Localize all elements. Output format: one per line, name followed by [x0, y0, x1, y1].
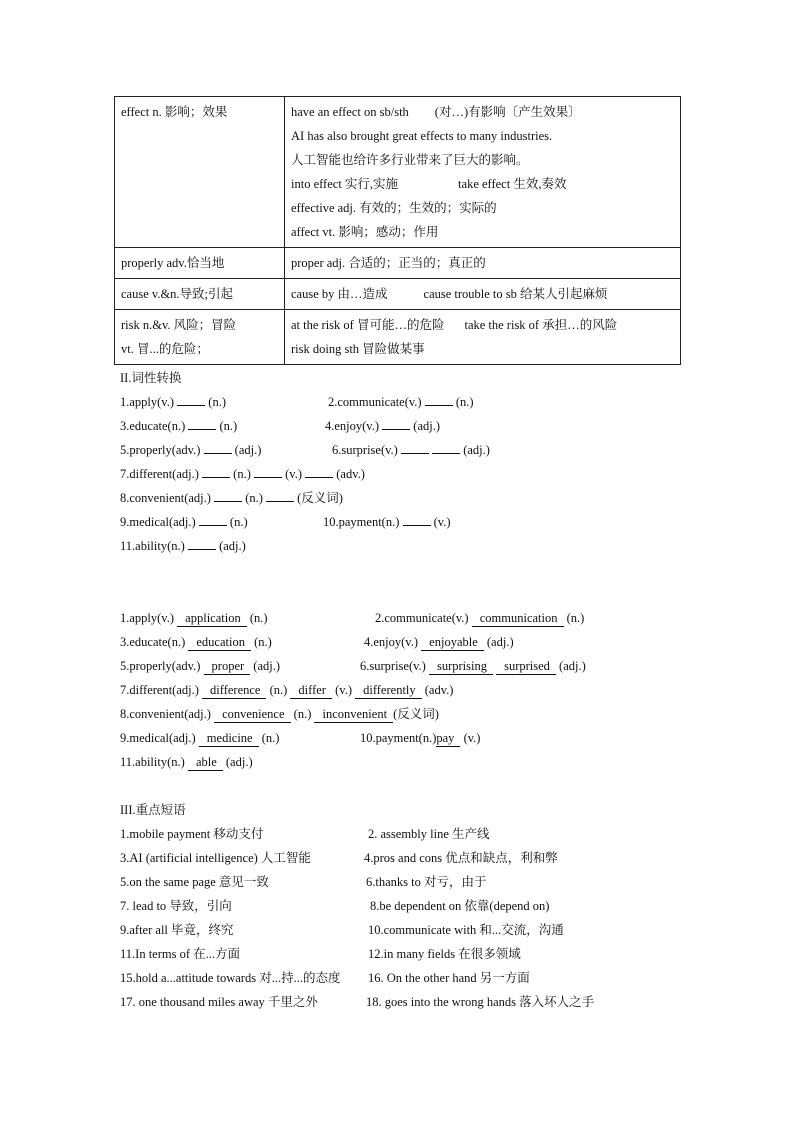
question-text: (n.): [566, 611, 585, 625]
question-text: 8.convenient(adj.): [120, 491, 211, 505]
question-text: (v.): [285, 467, 302, 481]
usage-text: effective adj. 有效的；生效的；实际的: [291, 201, 497, 215]
answer-blank[interactable]: [401, 438, 429, 454]
question-text: 2.communicate(v.): [328, 395, 422, 409]
answer-blank[interactable]: [202, 462, 230, 478]
answer-text: education: [188, 634, 251, 651]
usage-cell: [285, 279, 681, 310]
usage-text: affect vt. 影响；感动；作用: [291, 225, 439, 239]
question-text: 2.communicate(v.): [375, 611, 469, 625]
question-text: (adj.): [559, 659, 586, 673]
word-entry: risk n.&v. 风险；冒险: [121, 318, 237, 332]
usage-cell: [285, 97, 681, 248]
usage-text: at the risk of 冒可能…的危险: [291, 318, 445, 332]
exercise-line: [120, 534, 680, 558]
word-entry: cause v.&n.导致;引起: [121, 287, 234, 301]
question-text: (adj.): [234, 443, 262, 457]
phrase-line: [120, 846, 680, 870]
answer-text: inconvenient: [314, 706, 393, 723]
phrase-text: 4.pros and cons 优点和缺点，利和弊: [364, 851, 558, 865]
answer-text: able: [188, 754, 223, 771]
usage-text: 人工智能也给许多行业带来了巨大的影响。: [291, 153, 529, 167]
question-text: (v.): [433, 515, 451, 529]
exercise-line: [120, 462, 680, 486]
question-text: (n.): [261, 731, 280, 745]
question-text: (v.): [335, 683, 352, 697]
table-row: [115, 279, 681, 310]
question-text: (adv.): [424, 683, 454, 697]
question-text: 11.ability(n.): [120, 539, 185, 553]
answer-blank[interactable]: [432, 438, 460, 454]
answer-text: medicine: [199, 730, 259, 747]
question-text: (n.): [219, 419, 238, 433]
answer-blank[interactable]: [188, 414, 216, 430]
question-text: 9.medical(adj.): [120, 515, 196, 529]
phrase-text: 1.mobile payment 移动支付: [120, 827, 264, 841]
answer-text: pay: [436, 730, 460, 747]
answer-blank[interactable]: [403, 510, 431, 526]
exercise-line: [120, 414, 680, 438]
answer-blank[interactable]: [204, 438, 232, 454]
answer-line: [120, 630, 680, 654]
question-text: 10.payment(n.): [360, 731, 437, 745]
phrase-line: [120, 918, 680, 942]
phrase-text: 10.communicate with 和...交流，沟通: [368, 923, 564, 937]
usage-text: have an effect on sb/sth: [291, 105, 409, 119]
question-text: 8.convenient(adj.): [120, 707, 211, 721]
question-text: (v.): [463, 731, 481, 745]
usage-text: cause trouble to sb 给某人引起麻烦: [423, 287, 608, 301]
answer-line: [120, 678, 680, 702]
answer-blank[interactable]: [254, 462, 282, 478]
exercise-line: [120, 510, 680, 534]
phrase-text: 16. On the other hand 另一方面: [368, 971, 530, 985]
key-phrases: [120, 798, 680, 1014]
phrase-line: [120, 942, 680, 966]
usage-text: proper adj. 合适的；正当的；真正的: [291, 256, 486, 270]
usage-cell: [285, 248, 681, 279]
answer-text: enjoyable: [421, 634, 484, 651]
phrase-text: 18. goes into the wrong hands 落入坏人之手: [366, 995, 595, 1009]
usage-text: risk doing sth 冒险做某事: [291, 342, 425, 356]
answer-blank[interactable]: [177, 390, 205, 406]
answer-key: [120, 606, 680, 774]
answer-line: [120, 702, 680, 726]
question-text: 5.properly(adv.): [120, 443, 201, 457]
question-text: (n.): [233, 467, 251, 481]
word-form-exercise: [120, 366, 680, 558]
phrase-text: 17. one thousand miles away 千里之外: [120, 995, 318, 1009]
phrase-text: 9.after all 毕竟，终究: [120, 923, 234, 937]
question-text: 7.different(adj.): [120, 467, 199, 481]
answer-blank[interactable]: [214, 486, 242, 502]
exercise-line: [120, 390, 680, 414]
question-text: 7.different(adj.): [120, 683, 199, 697]
answer-blank[interactable]: [425, 390, 453, 406]
phrase-text: 6.thanks to 对亏，由于: [366, 875, 487, 889]
phrase-text: 7. lead to 导致，引向: [120, 899, 232, 913]
answer-line: [120, 726, 680, 750]
usage-cell: [285, 310, 681, 365]
usage-text: cause by 由…造成: [291, 287, 388, 301]
question-text: 1.apply(v.): [120, 611, 175, 625]
question-text: 6.surprise(v.): [360, 659, 426, 673]
phrase-text: 5.on the same page 意见一致: [120, 875, 269, 889]
answer-text: surprising: [429, 658, 493, 675]
question-text: (n.): [229, 515, 248, 529]
usage-text: into effect 实行,实施: [291, 177, 399, 191]
answer-text: surprised: [496, 658, 556, 675]
answer-text: communication: [472, 610, 564, 627]
answer-line: [120, 750, 680, 774]
question-text: (adj.): [225, 755, 253, 769]
section-title: II.词性转换: [120, 371, 182, 385]
question-text: 9.medical(adj.): [120, 731, 196, 745]
question-text: (adj.): [486, 635, 514, 649]
answer-line: [120, 654, 680, 678]
question-text: (反义词): [393, 707, 439, 721]
vocabulary-table: [114, 96, 681, 365]
question-text: 6.surprise(v.): [332, 443, 398, 457]
answer-line: [120, 606, 680, 630]
question-text: 5.properly(adv.): [120, 659, 201, 673]
answer-blank[interactable]: [305, 462, 333, 478]
answer-text: proper: [204, 658, 251, 675]
answer-text: differ: [290, 682, 332, 699]
question-text: 11.ability(n.): [120, 755, 185, 769]
question-text: (n.): [455, 395, 474, 409]
question-text: 4.enjoy(v.): [364, 635, 419, 649]
answer-blank[interactable]: [266, 486, 294, 502]
table-row: [115, 97, 681, 248]
phrase-line: [120, 966, 680, 990]
table-row: [115, 248, 681, 279]
question-text: 1.apply(v.): [120, 395, 175, 409]
question-text: (adj.): [463, 443, 490, 457]
answer-text: convenience: [214, 706, 290, 723]
table-row: [115, 310, 681, 365]
word-entry: properly adv.恰当地: [121, 256, 225, 270]
phrase-text: 3.AI (artificial intelligence) 人工智能: [120, 851, 311, 865]
question-text: 3.educate(n.): [120, 419, 186, 433]
question-text: (adj.): [219, 539, 246, 553]
question-text: 3.educate(n.): [120, 635, 186, 649]
section-title: III.重点短语: [120, 803, 186, 817]
answer-text: difference: [202, 682, 266, 699]
usage-text: AI has also brought great effects to many industries.: [291, 129, 553, 143]
phrase-line: [120, 822, 680, 846]
word-entry: effect n. 影响；效果: [121, 105, 228, 119]
word-cell: [115, 279, 285, 310]
question-text: (adv.): [336, 467, 365, 481]
phrase-text: 11.In terms of 在...方面: [120, 947, 241, 961]
phrase-text: 8.be dependent on 依靠(depend on): [370, 899, 550, 913]
phrase-line: [120, 990, 680, 1014]
phrase-text: 12.in many fields 在很多领域: [368, 947, 521, 961]
answer-blank[interactable]: [382, 414, 410, 430]
exercise-line: [120, 486, 680, 510]
phrase-line: [120, 894, 680, 918]
word-entry: vt. 冒...的危险；: [121, 342, 209, 356]
usage-text: (对…)有影响〔产生效果〕: [434, 105, 581, 119]
usage-text: take effect 生效,奏效: [458, 177, 567, 191]
answer-text: application: [177, 610, 247, 627]
question-text: 10.payment(n.): [323, 515, 400, 529]
question-text: (反义词): [297, 491, 343, 505]
usage-text: take the risk of 承担…的风险: [464, 318, 618, 332]
question-text: (adj.): [413, 419, 441, 433]
answer-blank[interactable]: [188, 534, 216, 550]
phrase-text: 15.hold a...attitude towards 对...持...的态度: [120, 971, 341, 985]
phrase-line: [120, 870, 680, 894]
word-cell: [115, 97, 285, 248]
question-text: (adj.): [253, 659, 281, 673]
answer-blank[interactable]: [199, 510, 227, 526]
question-text: (n.): [269, 683, 288, 697]
word-cell: [115, 310, 285, 365]
answer-text: differently: [355, 682, 422, 699]
question-text: (n.): [245, 491, 263, 505]
word-cell: [115, 248, 285, 279]
question-text: (n.): [208, 395, 226, 409]
question-text: 4.enjoy(v.): [325, 419, 380, 433]
phrase-text: 2. assembly line 生产线: [368, 827, 490, 841]
question-text: (n.): [254, 635, 272, 649]
exercise-line: [120, 438, 680, 462]
question-text: (n.): [293, 707, 312, 721]
question-text: (n.): [249, 611, 268, 625]
